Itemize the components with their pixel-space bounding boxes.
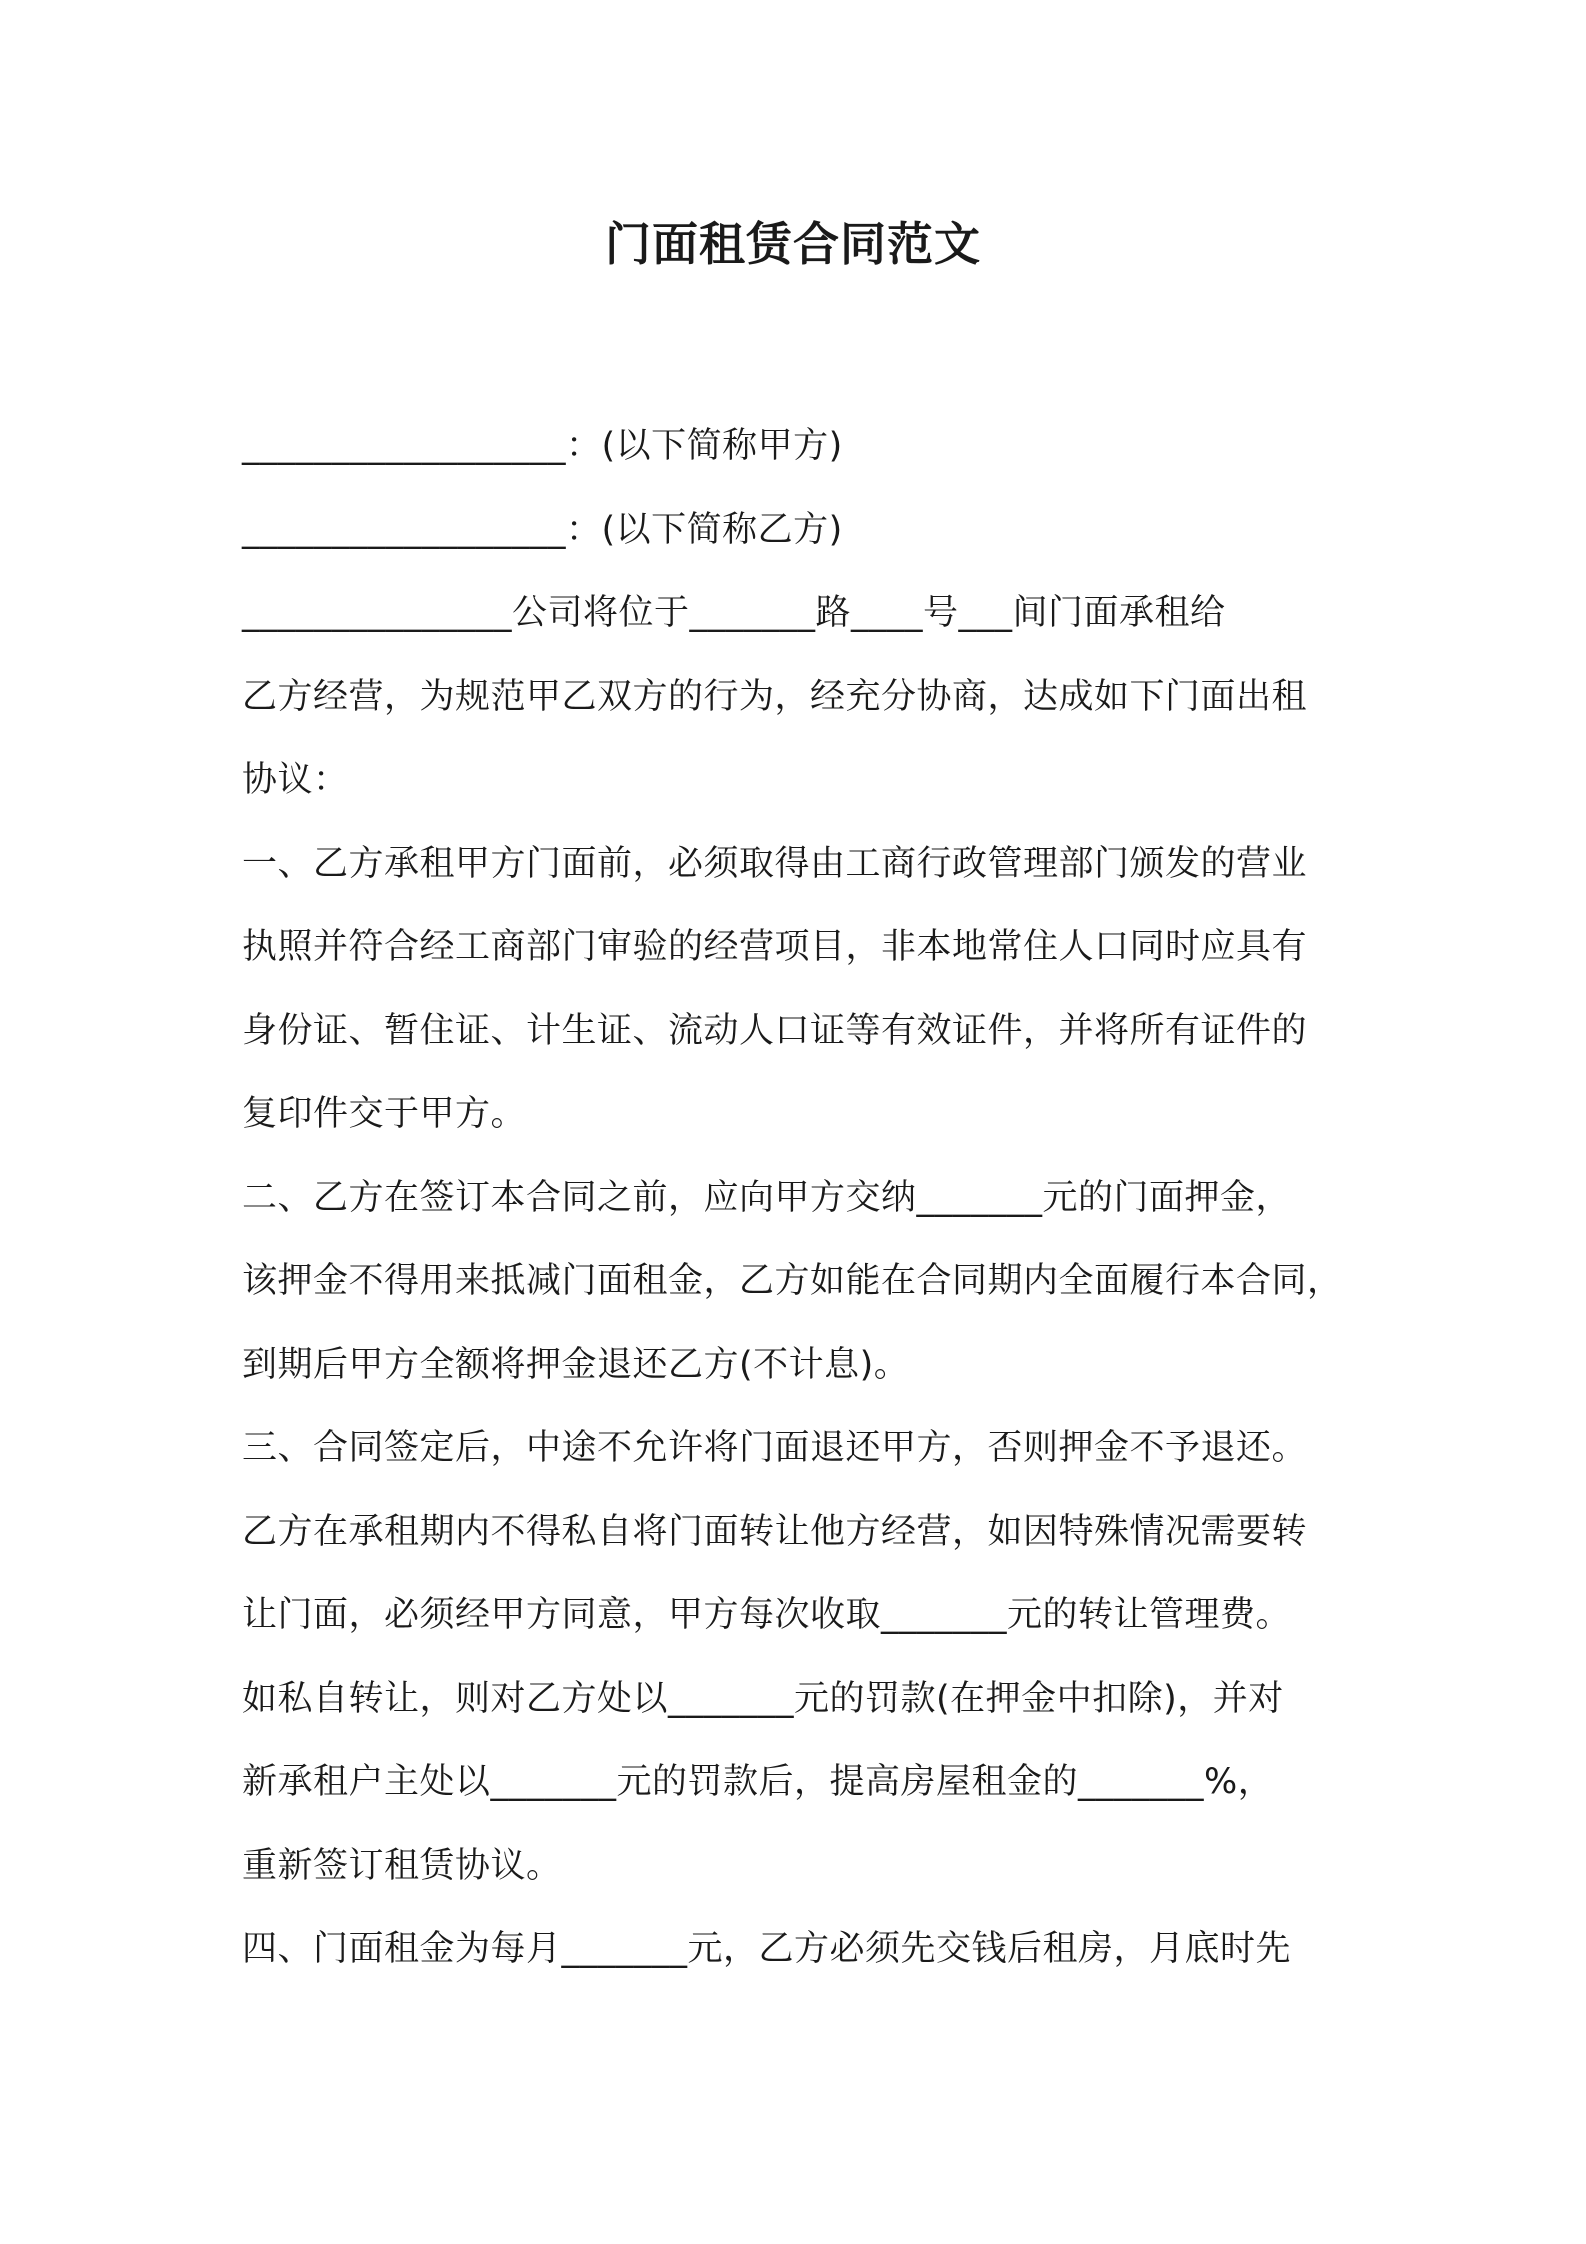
clause-2-line-3: 到期后甲方全额将押金退还乙方(不计息)。 xyxy=(242,1344,910,1385)
clause-1-line-3: 身份证、暂住证、计生证、流动人口证等有效证件，并将所有证件的 xyxy=(242,1010,1308,1051)
party-a-line: __________________：(以下简称甲方) xyxy=(242,426,843,466)
clause-1-line-4: 复印件交于甲方。 xyxy=(242,1094,527,1134)
party-b-line: __________________：(以下简称乙方) xyxy=(242,509,843,550)
document-title: 门面租赁合同范文 xyxy=(605,217,981,271)
clause-1-line-1: 一、乙方承租甲方门面前，必须取得由工商行政管理部门颁发的营业 xyxy=(242,843,1308,884)
intro-line-3: 协议： xyxy=(242,760,349,800)
clause-3-line-1: 三、合同签定后，中途不允许将门面退还甲方，否则押金不予退还。 xyxy=(242,1428,1308,1468)
intro-line-2: 乙方经营，为规范甲乙双方的行为，经充分协商，达成如下门面出租 xyxy=(242,676,1308,717)
clause-3-line-3: 让门面，必须经甲方同意，甲方每次收取_______元的转让管理费。 xyxy=(242,1595,1292,1635)
clause-2-line-2: 该押金不得用来抵减门面租金，乙方如能在合同期内全面履行本合同， xyxy=(242,1261,1343,1301)
document-body xyxy=(242,405,1352,1992)
clause-1-line-2: 执照并符合经工商部门审验的经营项目，非本地常住人口同时应具有 xyxy=(242,927,1308,967)
intro-line-1: _______________公司将位于_______路____号___间门面承租给 xyxy=(242,593,1226,633)
clause-3-line-2: 乙方在承租期内不得私自将门面转让他方经营，如因特殊情况需要转 xyxy=(242,1511,1308,1552)
clause-3-line-4: 如私自转让，则对乙方处以_______元的罚款(在押金中扣除)，并对 xyxy=(242,1678,1284,1719)
clause-2-line-1: 二、乙方在签订本合同之前，应向甲方交纳_______元的门面押金， xyxy=(242,1177,1292,1218)
clause-3-line-5: 新承租户主处以_______元的罚款后，提高房屋租金的_______%， xyxy=(242,1762,1274,1802)
clause-4-line-1: 四、门面租金为每月_______元，乙方必须先交钱后租房，月底时先 xyxy=(242,1929,1292,1969)
clause-3-line-6: 重新签订租赁协议。 xyxy=(242,1845,562,1886)
